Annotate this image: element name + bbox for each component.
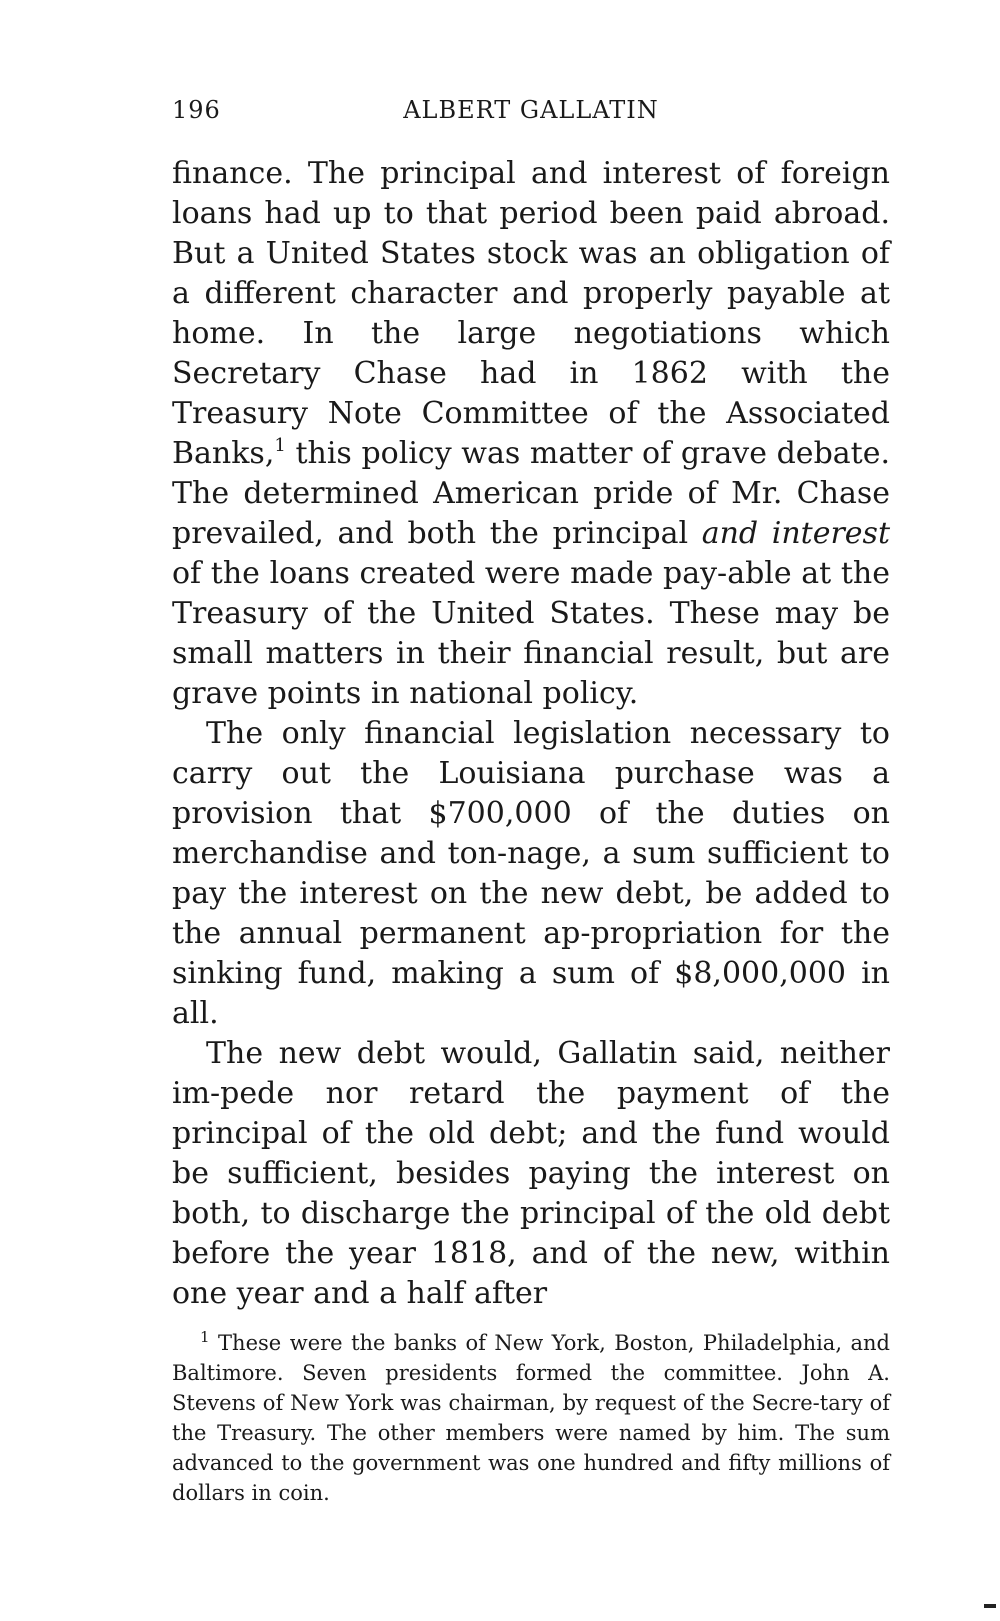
footnote-reference: 1 bbox=[274, 435, 286, 456]
running-title: ALBERT GALLATIN bbox=[403, 96, 659, 124]
page-number: 196 bbox=[172, 96, 221, 124]
footnote-marker: 1 bbox=[200, 1328, 210, 1346]
book-page bbox=[172, 96, 890, 1508]
paragraph-2: The only financial legislation necessary to carry out the Louisiana purchase was a provision that $700,000 of the duties on merchandise and ton-nage, a sum sufficient to pay the interest on the new debt, be added to the annual permanent ap-propriation for the sinking fund, making a sum of $8,000,000 in all. bbox=[172, 716, 890, 1031]
running-head bbox=[172, 96, 890, 132]
paragraph-3: The new debt would, Gallatin said, neither im-pede nor retard the payment of the principal of the old debt; and the fund would be sufficient, besides paying the interest on both, to discharge the principal of the old debt before the year 1818, and of the new, within one year and a half after bbox=[172, 1036, 890, 1311]
margin-mark bbox=[984, 1604, 996, 1608]
paragraph-1 bbox=[172, 154, 890, 714]
body-text bbox=[172, 154, 890, 1314]
paragraph-1-text-c: of the loans created were made pay-able at the Treasury of the United States. These may be small matters in their financial result, but are grave points in national policy. bbox=[172, 556, 890, 711]
paragraph-1-text-a: finance. The principal and interest of foreign loans had up to that period been paid abroad. But a United States stock was an obligation of a different character and properly payable at home. In the large negotiations which Secretary Chase had in 1862 with the Treasury Note Committee of the Associated Banks, bbox=[172, 156, 890, 471]
italic-phrase: and interest bbox=[701, 516, 890, 551]
footnote bbox=[172, 1328, 890, 1508]
footnote-text: These were the banks of New York, Boston, Philadelphia, and Baltimore. Seven presidents formed the committee. John A. Stevens of New York was chairman, by request of the Secre-tary of the Treasury. The other members were named by him. The sum advanced to the government was one hundred and fifty millions of dollars in coin. bbox=[172, 1331, 890, 1505]
paragraph-1-text-b: this policy was matter of grave debate. The determined American pride of Mr. Chase prevailed, and both the principal bbox=[172, 436, 890, 551]
